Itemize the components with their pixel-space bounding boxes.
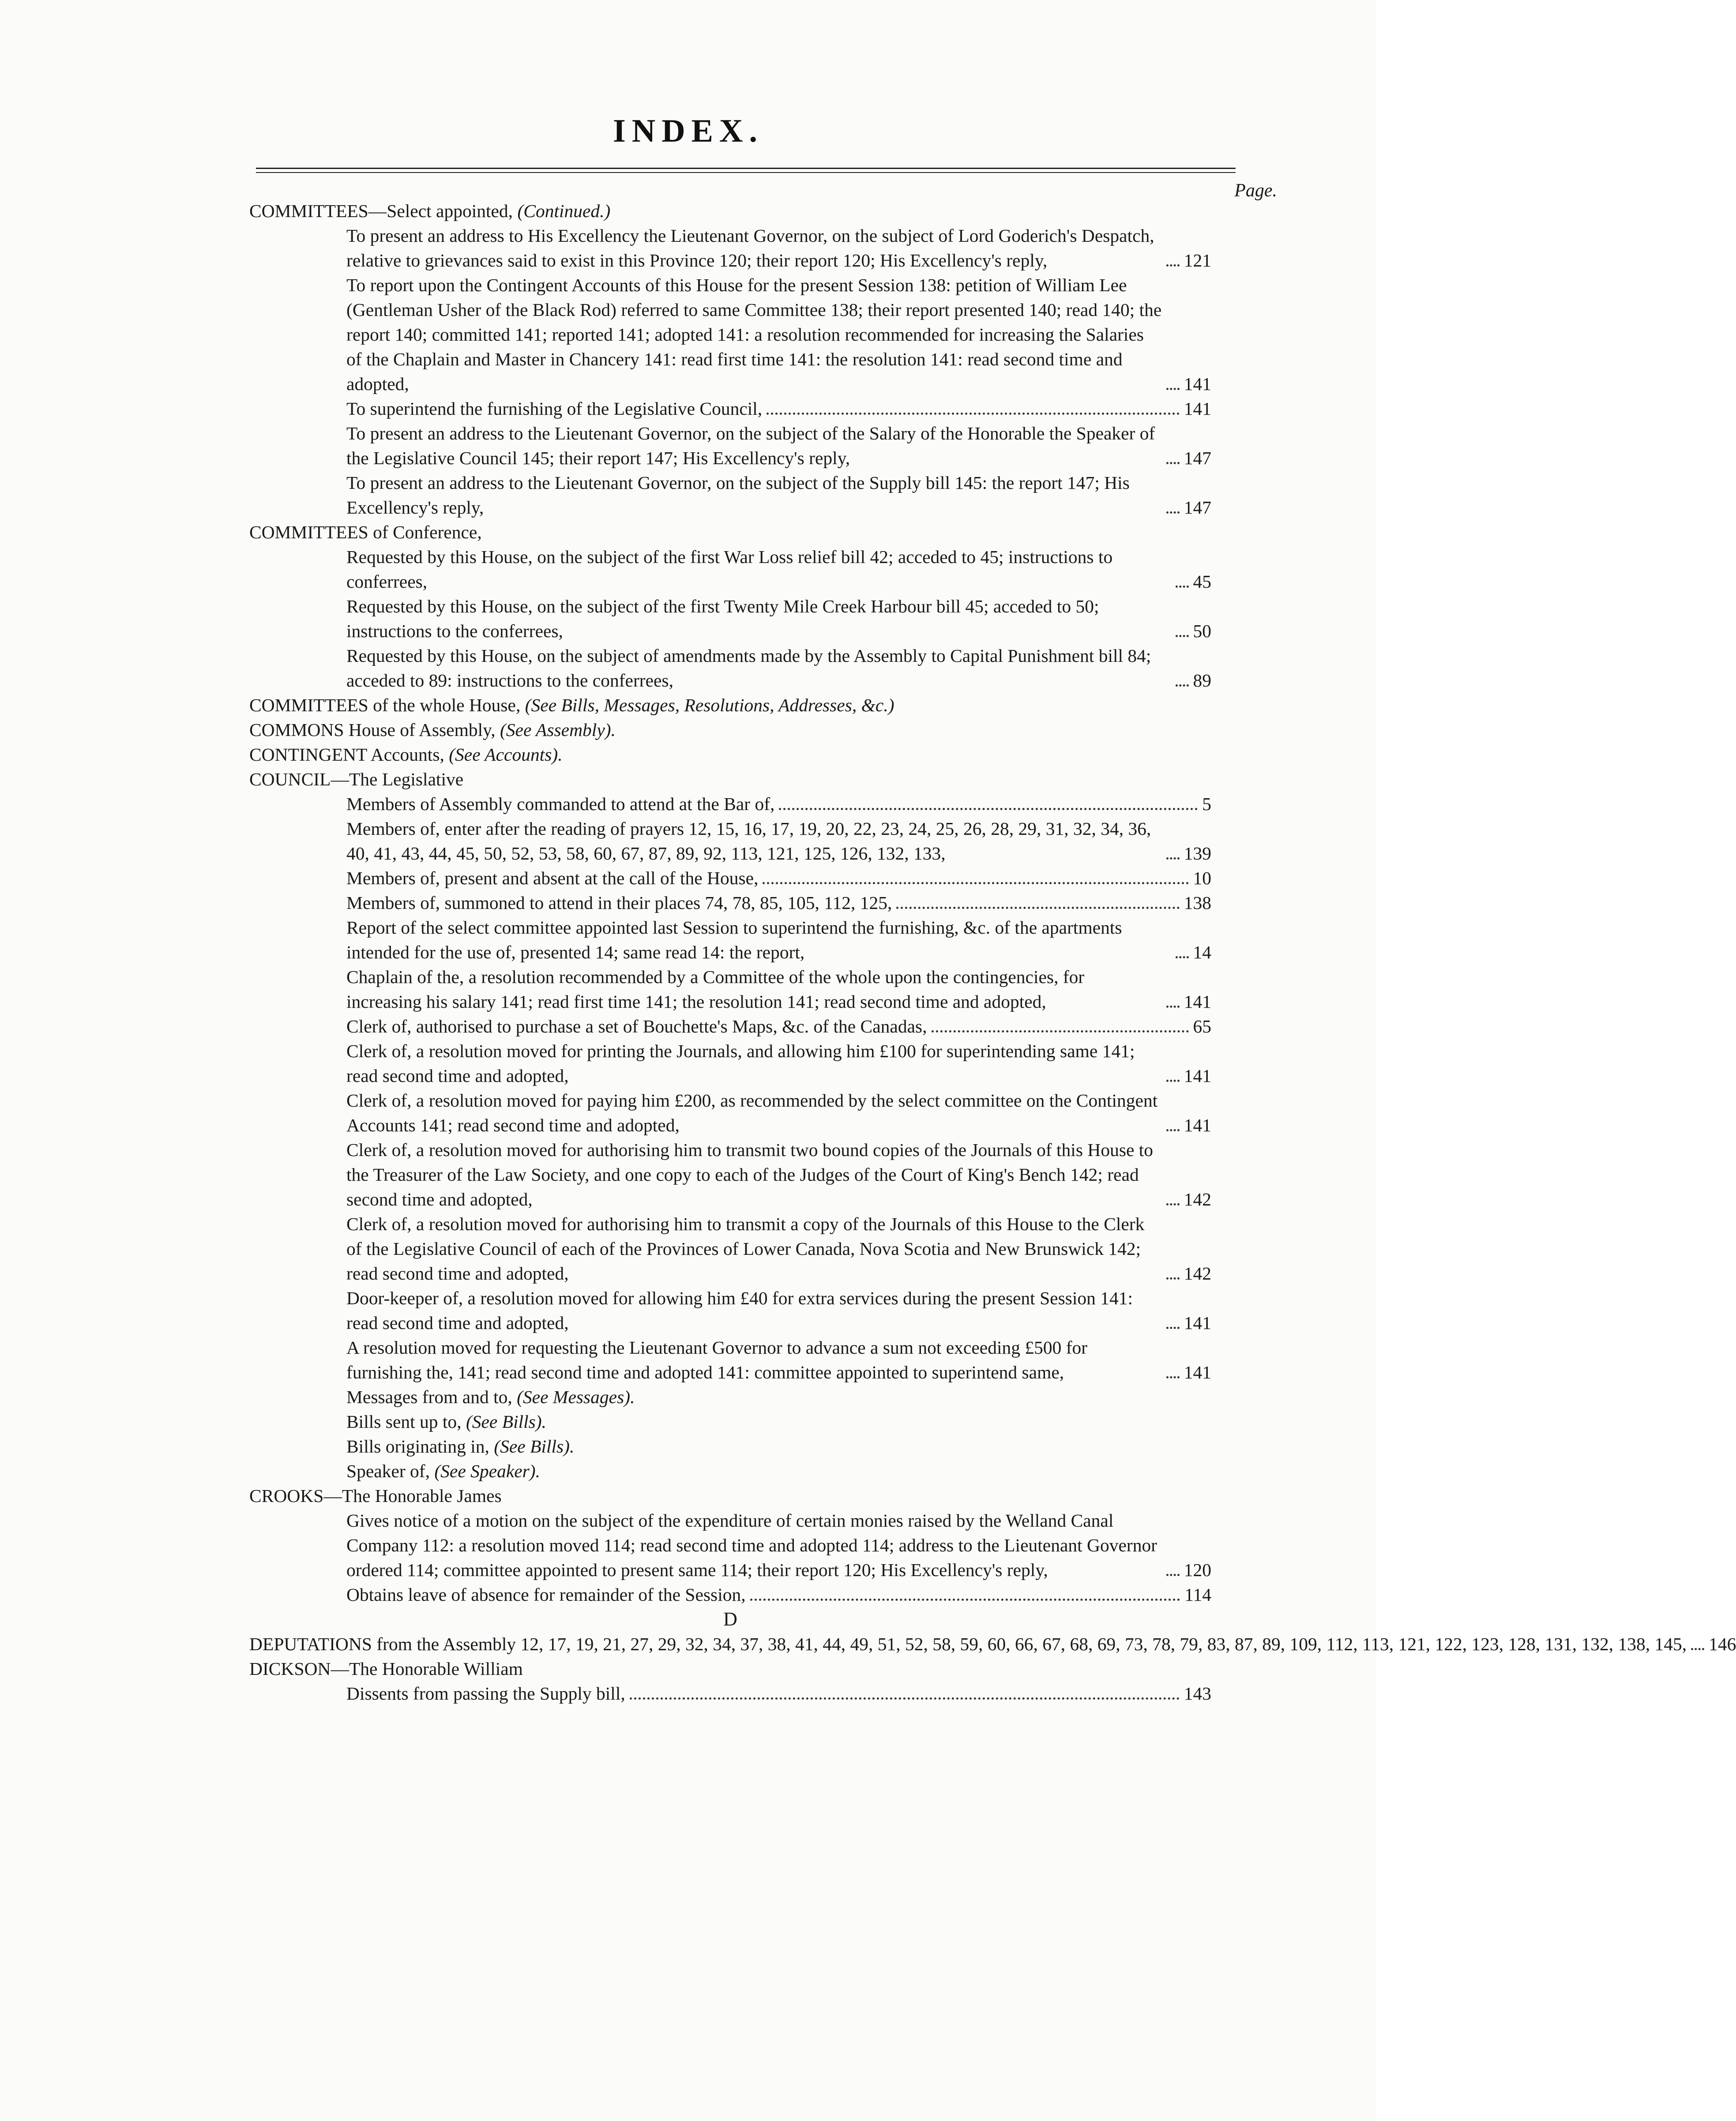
page-number: 139	[1184, 843, 1211, 863]
dot-leader	[1166, 1574, 1180, 1576]
heading-text: COMMITTEES of the whole House,	[249, 695, 521, 715]
entry-text: Bills sent up to,	[346, 1411, 466, 1432]
title-rule-thin	[256, 172, 1236, 173]
entry-text: Clerk of, a resolution moved for authorising him to transmit two bound copies of the Journals of this House to the Treasurer of the Law Society, and one copy to each of the Judges of the Court of King's Bench 142; read second time and adopted,	[346, 1140, 1154, 1209]
page-number: 114	[1184, 1584, 1211, 1605]
index-heading-entry	[249, 1632, 1736, 1656]
index-entry	[249, 223, 1211, 273]
page-number: 142	[1184, 1189, 1211, 1209]
entry-text: Chaplain of the, a resolution recommended by a Committee of the whole upon the contingencies, for increasing his salary 141; read first time 141; the resolution 141; read second time and adopted,	[346, 967, 1085, 1012]
entry-text: To report upon the Contingent Accounts of this House for the present Session 138: petition of William Lee (Gentleman Usher of the Black Rod) referred to same Committee 138; their report presented 140; read 140; the report 140; committed 141; reported 141; adopted 141: a resolution recommended for increasing the Salaries of the Chaplain and Master in Chancery 141: read first time 141: the resolution 141: read second time and adopted,	[346, 275, 1162, 394]
page-number: 138	[1184, 893, 1211, 913]
see-reference: (Continued.)	[517, 201, 611, 221]
index-heading	[249, 717, 1211, 742]
page-number: 45	[1193, 571, 1211, 592]
index-heading	[249, 767, 1211, 792]
dot-leader	[779, 808, 1198, 810]
index-entry	[249, 643, 1211, 693]
index-entry	[249, 890, 1211, 915]
entry-text: Members of, enter after the reading of prayers 12, 15, 16, 17, 19, 20, 22, 23, 24, 25, 26, 28, 29, 31, 32, 34, 36, 40, 41, 43, 44, 45, 50, 52, 53, 58, 60, 67, 87, 89, 92, 113, 121, 125, 126, 132, 133,	[346, 818, 1151, 863]
index-entry	[249, 1212, 1211, 1286]
entry-text: Gives notice of a motion on the subject of the expenditure of certain monies raised by the Welland Canal Company 112: a resolution moved 114; read second time and adopted 114; address to the Lieutenant Governor ordered 114; committee appointed to present same 114; their report 120; His Excellency's reply,	[346, 1510, 1157, 1580]
index-heading	[249, 693, 1211, 717]
entry-text: Requested by this House, on the subject of amendments made by the Assembly to Capital Punishment bill 84; acceded to 89: instructions to the conferrees,	[346, 646, 1151, 691]
entry-text: Bills originating in,	[346, 1436, 494, 1457]
page-title: INDEX.	[613, 113, 763, 149]
index-entry	[249, 1286, 1211, 1335]
index-entry-reference	[249, 1459, 1211, 1483]
dot-leader	[767, 413, 1180, 415]
page-number: 142	[1184, 1263, 1211, 1284]
entry-text: Requested by this House, on the subject of the first Twenty Mile Creek Harbour bill 45; acceded to 50; instructions to the conferrees,	[346, 596, 1099, 641]
page-number: 146	[1709, 1634, 1736, 1654]
page-number: 147	[1184, 448, 1211, 468]
entry-text: To present an address to the Lieutenant Governor, on the subject of the Salary of the Honorable the Speaker of the Legislative Council 145; their report 147; His Excellency's reply,	[346, 423, 1155, 468]
page-number: 89	[1193, 670, 1211, 691]
heading-text: COUNCIL—The Legislative	[249, 769, 464, 789]
entry-text: DEPUTATIONS from the Assembly 12, 17, 19, 21, 27, 29, 32, 34, 37, 38, 41, 44, 49, 51, 52, 58, 59, 60, 66, 67, 68, 69, 73, 78, 79, 83, 87, 89, 109, 112, 113, 121, 122, 123, 128, 131, 132, 138, 145,	[249, 1634, 1687, 1654]
page-number: 147	[1184, 497, 1211, 518]
see-reference: (See Bills).	[466, 1411, 547, 1432]
dot-leader	[932, 1030, 1189, 1032]
dot-leader	[630, 1697, 1180, 1700]
index-heading	[249, 742, 1211, 767]
index-entry	[249, 915, 1211, 965]
index-entry	[249, 792, 1211, 816]
index-entry	[249, 866, 1211, 890]
entry-text: Members of, summoned to attend in their places 74, 78, 85, 105, 112, 125,	[346, 893, 892, 913]
page-number: 141	[1184, 398, 1211, 419]
see-reference: (See Accounts).	[449, 744, 563, 765]
index-entry	[249, 594, 1211, 643]
index-heading	[249, 1483, 1211, 1508]
dot-leader	[896, 907, 1179, 909]
dot-leader	[1166, 1277, 1180, 1280]
dot-leader	[1176, 586, 1189, 588]
page-number: 121	[1184, 250, 1211, 270]
entry-text: Dissents from passing the Supply bill,	[346, 1683, 625, 1704]
see-reference: (See Bills).	[494, 1436, 575, 1457]
see-reference: (See Messages).	[517, 1387, 635, 1407]
index-entry	[249, 1508, 1211, 1582]
page-number: 143	[1184, 1683, 1211, 1704]
dot-leader	[1166, 1129, 1180, 1131]
heading-text: CROOKS—The Honorable James	[249, 1486, 502, 1506]
index-entry	[249, 1681, 1211, 1706]
index-entry	[249, 1582, 1211, 1607]
title-rule	[256, 168, 1236, 169]
page-number: 50	[1193, 621, 1211, 641]
dot-leader	[1166, 264, 1180, 267]
dot-leader	[1176, 635, 1189, 637]
index-entry	[249, 544, 1211, 594]
index-heading	[249, 199, 1211, 223]
heading-text: DICKSON—The Honorable William	[249, 1659, 523, 1679]
index-entry	[249, 1137, 1211, 1212]
index-entry-reference	[249, 1409, 1211, 1434]
page-number: 141	[1184, 1313, 1211, 1333]
entry-text: Clerk of, authorised to purchase a set of Bouchette's Maps, &c. of the Canadas,	[346, 1016, 927, 1036]
index-body	[249, 199, 1736, 1706]
dot-leader	[1166, 511, 1180, 514]
index-entry	[249, 1088, 1211, 1137]
dot-leader	[1176, 956, 1189, 958]
page-column-label: Page.	[1234, 180, 1277, 201]
dot-leader	[1166, 1376, 1180, 1378]
dot-leader	[1691, 1648, 1704, 1650]
entry-text: Obtains leave of absence for remainder of the Session,	[346, 1584, 746, 1605]
index-entry	[249, 470, 1211, 520]
index-entry	[249, 1014, 1211, 1039]
dot-leader	[750, 1599, 1180, 1601]
page-number: 141	[1184, 1066, 1211, 1086]
entry-text: Clerk of, a resolution moved for paying him £200, as recommended by the select committee on the Contingent Accounts 141; read second time and adopted,	[346, 1090, 1158, 1135]
page-number: 141	[1184, 1115, 1211, 1135]
dot-leader	[1166, 1006, 1180, 1008]
entry-text: To superintend the furnishing of the Legislative Council,	[346, 398, 763, 419]
index-heading	[249, 1656, 1211, 1681]
index-entry	[249, 1039, 1211, 1088]
index-entry	[249, 1335, 1211, 1385]
entry-text: To present an address to His Excellency the Lieutenant Governor, on the subject of Lord Goderich's Despatch, relative to grievances said to exist in this Province 120; their report 120; His Excellency's reply,	[346, 225, 1154, 270]
page-number: 141	[1184, 1362, 1211, 1382]
heading-text: COMMONS House of Assembly,	[249, 720, 496, 740]
page-number: 141	[1184, 374, 1211, 394]
index-entry	[249, 965, 1211, 1014]
entry-text: A resolution moved for requesting the Lieutenant Governor to advance a sum not exceeding £500 for furnishing the, 141; read second time and adopted 141: committee appointed to superintend same,	[346, 1337, 1088, 1382]
dot-leader	[1176, 684, 1189, 687]
page-number: 10	[1193, 868, 1211, 888]
entry-text: Clerk of, a resolution moved for authorising him to transmit a copy of the Journals of this House to the Clerk of the Legislative Council of each of the Provinces of Lower Canada, Nova Scotia and New Brunswick 142; read second time and adopted,	[346, 1214, 1145, 1284]
page-number: 141	[1184, 991, 1211, 1012]
dot-leader	[1166, 857, 1180, 860]
entry-text: Requested by this House, on the subject of the first War Loss relief bill 42; acceded to 45; instructions to conferrees,	[346, 547, 1113, 592]
index-entry	[249, 421, 1211, 470]
index-entry-reference	[249, 1385, 1211, 1409]
index-entry-reference	[249, 1434, 1211, 1459]
entry-text: To present an address to the Lieutenant Governor, on the subject of the Supply bill 145: the report 147; His Excellency's reply,	[346, 473, 1130, 518]
entry-text: Members of, present and absent at the call of the House,	[346, 868, 759, 888]
page-number: 120	[1184, 1560, 1211, 1580]
page-number: 65	[1193, 1016, 1211, 1036]
section-letter: D	[723, 1608, 737, 1630]
entry-text: Report of the select committee appointed last Session to superintend the furnishing, &c. of the apartments intended for the use of, presented 14; same read 14: the report,	[346, 917, 1122, 962]
dot-leader	[1166, 1080, 1180, 1082]
page-number: 14	[1193, 942, 1211, 962]
dot-leader	[1166, 462, 1180, 464]
index-entry	[249, 396, 1211, 421]
dot-leader	[1166, 1327, 1180, 1329]
heading-text: COMMITTEES of Conference,	[249, 522, 482, 542]
see-reference: (See Speaker).	[434, 1461, 540, 1481]
entry-text: Members of Assembly commanded to attend at the Bar of,	[346, 794, 775, 814]
index-heading	[249, 520, 1211, 544]
heading-text: CONTINGENT Accounts,	[249, 744, 444, 765]
dot-leader	[763, 882, 1188, 884]
dot-leader	[1166, 388, 1180, 390]
page-number: 5	[1202, 794, 1211, 814]
dot-leader	[1166, 1203, 1180, 1205]
index-entry	[249, 816, 1211, 866]
entry-text: Speaker of,	[346, 1461, 435, 1481]
entry-text: Clerk of, a resolution moved for printing the Journals, and allowing him £100 for superintending same 141; read second time and adopted,	[346, 1041, 1135, 1086]
entry-text: Door-keeper of, a resolution moved for allowing him £40 for extra services during the present Session 141: read second time and adopted,	[346, 1288, 1133, 1333]
heading-text: COMMITTEES—Select appointed,	[249, 201, 513, 221]
index-entry	[249, 273, 1211, 396]
see-reference: (See Bills, Messages, Resolutions, Addresses, &c.)	[525, 695, 894, 715]
entry-text: Messages from and to,	[346, 1387, 517, 1407]
see-reference: (See Assembly).	[500, 720, 616, 740]
